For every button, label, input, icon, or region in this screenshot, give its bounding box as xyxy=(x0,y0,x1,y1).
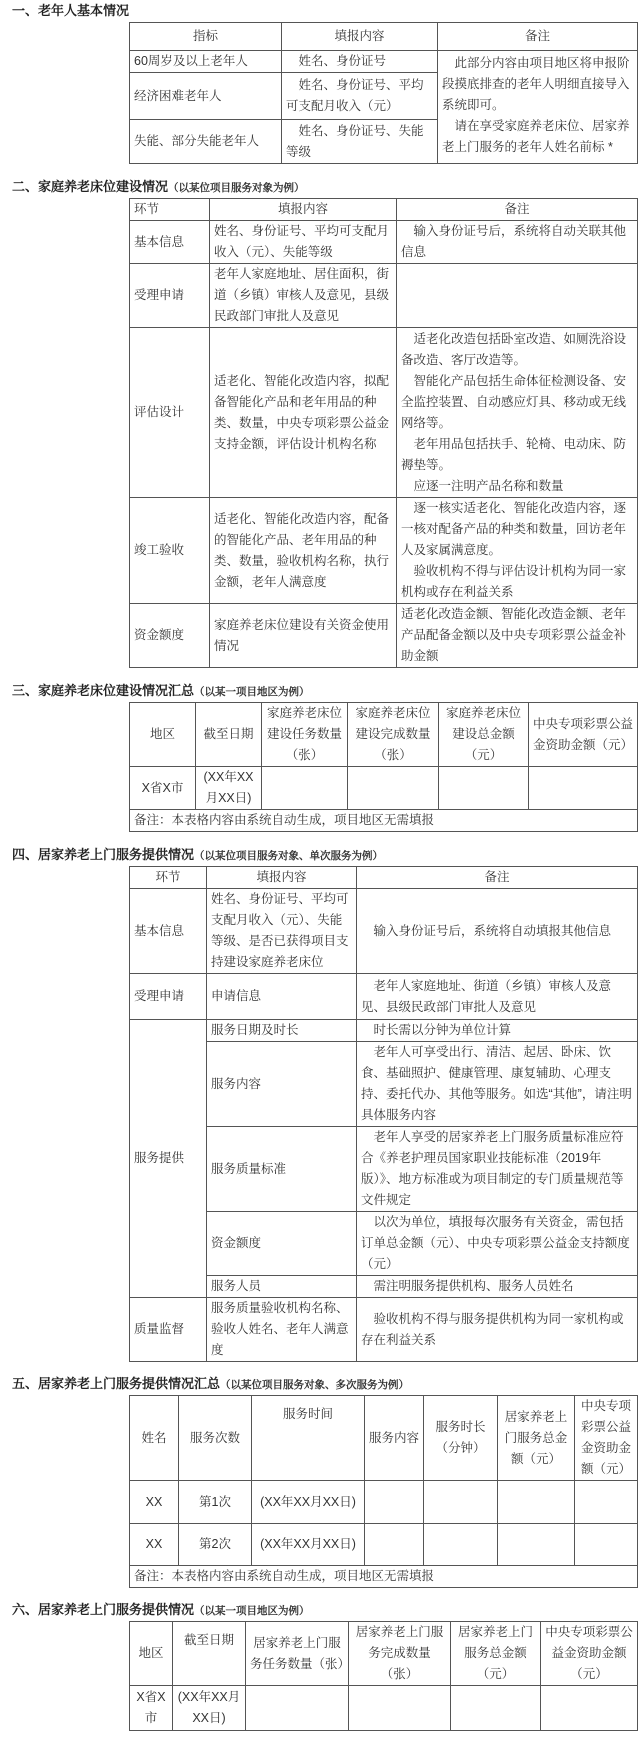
header-cell: 备注 xyxy=(357,867,638,889)
indicator-cell: 经济困难老年人 xyxy=(130,73,282,120)
section-title-text: 二、家庭养老床位建设情况 xyxy=(12,179,169,194)
section-subtitle: （以某一项目地区为例） xyxy=(194,686,310,698)
note-cell xyxy=(397,328,638,498)
table-home-service xyxy=(129,866,638,1362)
note-cell xyxy=(438,51,638,164)
stage-cell: 竣工验收 xyxy=(130,498,210,604)
content-cell: 姓名、身份证号 xyxy=(282,51,438,73)
content-cell: 服务质量标准 xyxy=(207,1127,357,1212)
section-2 xyxy=(0,164,640,668)
empty-cell xyxy=(424,1481,498,1524)
header-cell: 服务次数 xyxy=(179,1396,252,1481)
indicator-cell: 60周岁及以上老年人 xyxy=(130,51,282,73)
header-cell: 服务内容 xyxy=(365,1396,424,1481)
content-cell: 老年人家庭地址、居住面积，街道（乡镇）审核人及意见，县级民政部门审批人及意见 xyxy=(210,264,397,328)
table-row xyxy=(130,604,638,668)
table-row xyxy=(130,498,638,604)
note-paragraph: 此部分内容由项目地区将申报阶段摸底排查的老年人明细直接导入系统即可。 xyxy=(442,56,630,112)
section-6 xyxy=(0,1588,640,1743)
time-cell: (XX年XX月XX日) xyxy=(252,1524,365,1566)
header-cell: 居家养老上门服务总金额（元） xyxy=(498,1396,575,1481)
table-row xyxy=(130,1298,638,1362)
table-header-row xyxy=(130,199,638,221)
name-cell: XX xyxy=(130,1481,179,1524)
note-cell: 输入身份证号后，系统将自动填报其他信息 xyxy=(357,889,638,974)
table-home-bed-summary xyxy=(129,702,638,832)
table-row xyxy=(130,264,638,328)
section-4-title xyxy=(12,846,640,864)
note-paragraph: 输入身份证号后，系统将自动关联其他信息 xyxy=(401,224,627,259)
header-cell: 居家养老上门服务总金额（元） xyxy=(451,1622,541,1686)
table-header-row xyxy=(130,23,638,51)
header-cell: 填报内容 xyxy=(282,23,438,51)
header-cell: 地区 xyxy=(130,1622,173,1686)
table-home-service-region xyxy=(129,1621,638,1731)
note-paragraph: 适老化改造金额、智能化改造金额、老年产品配备金额以及中央专项彩票公益金补助金额 xyxy=(401,607,627,663)
empty-cell xyxy=(348,767,439,810)
header-cell: 中央专项彩票公益金资助金额（元） xyxy=(529,703,638,767)
stage-cell: 受理申请 xyxy=(130,264,210,328)
count-cell: 第2次 xyxy=(179,1524,252,1566)
section-subtitle: （以某位项目服务对象、单次服务为例） xyxy=(194,850,384,862)
stage-cell: 受理申请 xyxy=(130,974,207,1020)
note-cell xyxy=(397,498,638,604)
content-cell: 姓名、身份证号、失能等级 xyxy=(282,120,438,164)
region-cell: X省X市 xyxy=(130,767,196,810)
empty-cell xyxy=(541,1686,638,1731)
note-paragraph: 适老化改造包括卧室改造、如厕洗浴设备改造、客厅改造等。 xyxy=(401,331,627,367)
empty-cell xyxy=(439,767,529,810)
empty-cell xyxy=(262,767,348,810)
empty-cell xyxy=(349,1686,451,1731)
section-title-text: 三、家庭养老床位建设情况汇总 xyxy=(12,683,195,698)
header-cell: 家庭养老床位建设完成数量（张） xyxy=(348,703,439,767)
header-cell: 姓名 xyxy=(130,1396,179,1481)
section-subtitle: （以某一项目地区为例） xyxy=(194,1605,310,1617)
content-cell: 姓名、身份证号、平均可支配月收入（元）、失能等级 xyxy=(210,221,397,264)
table-row xyxy=(130,1481,638,1524)
note-cell: 老年人享受的居家养老上门服务质量标准应符合《养老护理员国家职业技能标准（2019年版）》、地方标准或为项目制定的专门质量规范等文件规定 xyxy=(357,1127,638,1212)
note-cell xyxy=(397,264,638,328)
name-cell: XX xyxy=(130,1524,179,1566)
content-cell: 适老化、智能化改造内容，配备的智能化产品、老年用品的种类、数量，验收机构名称，执行金额，老年人满意度 xyxy=(210,498,397,604)
header-cell: 环节 xyxy=(130,867,207,889)
note-cell: 验收机构不得与服务提供机构为同一家机构或存在利益关系 xyxy=(357,1298,638,1362)
empty-cell xyxy=(365,1481,424,1524)
section-title-text: 四、居家养老上门服务提供情况 xyxy=(12,847,195,862)
section-5-title xyxy=(12,1375,640,1393)
header-cell: 截至日期 xyxy=(173,1622,246,1686)
header-cell: 居家养老上门服务任务数量（张） xyxy=(246,1622,349,1686)
header-cell: 指标 xyxy=(130,23,282,51)
section-2-title xyxy=(12,178,640,196)
table-row xyxy=(130,1020,638,1042)
section-4 xyxy=(0,832,640,1362)
stage-cell: 质量监督 xyxy=(130,1298,207,1362)
section-6-title xyxy=(12,1601,640,1619)
header-cell: 居家养老上门服务完成数量（张） xyxy=(349,1622,451,1686)
table-elderly-basic-info xyxy=(129,22,638,164)
indicator-cell: 失能、部分失能老年人 xyxy=(130,120,282,164)
note-paragraph: 验收机构不得与评估设计机构为同一家机构或存在利益关系 xyxy=(401,564,627,599)
table-home-service-summary xyxy=(129,1395,638,1588)
section-3-title xyxy=(12,682,640,700)
count-cell: 第1次 xyxy=(179,1481,252,1524)
section-title-text: 五、居家养老上门服务提供情况汇总 xyxy=(12,1376,221,1391)
content-cell: 资金额度 xyxy=(207,1212,357,1276)
table-row xyxy=(130,974,638,1020)
table-row xyxy=(130,221,638,264)
empty-cell xyxy=(529,767,638,810)
stage-cell: 资金额度 xyxy=(130,604,210,668)
table-row xyxy=(130,1524,638,1566)
note-cell xyxy=(397,221,638,264)
date-cell: (XX年XX月XX日) xyxy=(196,767,262,810)
table-home-bed-construction xyxy=(129,198,638,668)
content-cell: 适老化、智能化改造内容，拟配备智能化产品和老年用品的种类、数量，中央专项彩票公益金支持金额，评估设计机构名称 xyxy=(210,328,397,498)
empty-cell xyxy=(498,1481,575,1524)
note-cell: 以次为单位，填报每次服务有关资金，需包括订单总金额（元）、中央专项彩票公益金支持额度（元） xyxy=(357,1212,638,1276)
header-cell: 填报内容 xyxy=(210,199,397,221)
stage-cell: 服务提供 xyxy=(130,1020,207,1298)
note-paragraph: 请在享受家庭养老床位、居家养老上门服务的老年人姓名前标 * xyxy=(442,119,630,154)
section-5 xyxy=(0,1362,640,1588)
header-cell: 中央专项彩票公益金资助金额（元） xyxy=(575,1396,638,1481)
table-row xyxy=(130,328,638,498)
header-cell: 家庭养老床位建设总金额（元） xyxy=(439,703,529,767)
table-note-row xyxy=(130,810,638,832)
section-subtitle: （以某位项目服务对象为例） xyxy=(168,182,305,194)
header-cell: 截至日期 xyxy=(196,703,262,767)
content-cell: 服务质量验收机构名称、验收人姓名、老年人满意度 xyxy=(207,1298,357,1362)
table-note: 备注：本表格内容由系统自动生成，项目地区无需填报 xyxy=(130,810,638,832)
section-subtitle: （以某位项目服务对象、多次服务为例） xyxy=(220,1379,410,1391)
section-title-text: 六、居家养老上门服务提供情况 xyxy=(12,1602,195,1617)
note-cell: 需注明服务提供机构、服务人员姓名 xyxy=(357,1276,638,1298)
table-row xyxy=(130,1686,638,1731)
empty-cell xyxy=(424,1524,498,1566)
empty-cell xyxy=(451,1686,541,1731)
table-header-row xyxy=(130,1396,638,1481)
table-header-row xyxy=(130,867,638,889)
stage-cell: 基本信息 xyxy=(130,221,210,264)
table-row xyxy=(130,889,638,974)
header-cell: 地区 xyxy=(130,703,196,767)
content-cell: 服务日期及时长 xyxy=(207,1020,357,1042)
empty-cell xyxy=(498,1524,575,1566)
note-paragraph: 应逐一注明产品名称和数量 xyxy=(413,478,564,493)
empty-cell xyxy=(365,1524,424,1566)
header-cell: 服务时长（分钟） xyxy=(424,1396,498,1481)
note-cell: 老年人家庭地址、街道（乡镇）审核人及意见、县级民政部门审批人及意见 xyxy=(357,974,638,1020)
table-row xyxy=(130,767,638,810)
note-paragraph: 逐一核实适老化、智能化改造内容，逐一核对配备产品的种类和数量，回访老年人及家属满意度。 xyxy=(401,501,627,557)
table-note-row xyxy=(130,1566,638,1588)
content-cell: 家庭养老床位建设有关资金使用情况 xyxy=(210,604,397,668)
header-cell: 服务时间 xyxy=(252,1396,365,1481)
table-header-row xyxy=(130,703,638,767)
content-cell: 姓名、身份证号、平均可支配月收入（元）、失能等级、是否已获得项目支持建设家庭养老床位 xyxy=(207,889,357,974)
table-note: 备注：本表格内容由系统自动生成，项目地区无需填报 xyxy=(130,1566,638,1588)
date-cell: (XX年XX月XX日) xyxy=(173,1686,246,1731)
stage-cell: 基本信息 xyxy=(130,889,207,974)
note-paragraph: 老年用品包括扶手、轮椅、电动床、防褥垫等。 xyxy=(401,436,627,472)
stage-cell: 评估设计 xyxy=(130,328,210,498)
note-cell: 老年人可享受出行、清洁、起居、卧床、饮食、基础照护、健康管理、康复辅助、心理支持、委托代办、其他等服务。如选“其他”，请注明具体服务内容 xyxy=(357,1042,638,1127)
section-title-text: 一、老年人基本情况 xyxy=(12,3,130,18)
table-row xyxy=(130,1127,638,1212)
header-cell: 备注 xyxy=(438,23,638,51)
note-paragraph: 智能化产品包括生命体征检测设备、安全监控装置、自动感应灯具、移动或无线网络等。 xyxy=(401,373,627,430)
section-1-title xyxy=(12,2,640,20)
table-row xyxy=(130,51,638,73)
header-cell: 中央专项彩票公益金资助金额（元） xyxy=(541,1622,638,1686)
empty-cell xyxy=(575,1481,638,1524)
section-1 xyxy=(0,0,640,164)
header-cell: 环节 xyxy=(130,199,210,221)
content-cell: 姓名、身份证号、平均可支配月收入（元） xyxy=(282,73,438,120)
note-cell: 时长需以分钟为单位计算 xyxy=(357,1020,638,1042)
header-cell: 家庭养老床位建设任务数量（张） xyxy=(262,703,348,767)
note-cell xyxy=(397,604,638,668)
header-cell: 备注 xyxy=(397,199,638,221)
header-cell: 填报内容 xyxy=(207,867,357,889)
empty-cell xyxy=(246,1686,349,1731)
time-cell: (XX年XX月XX日) xyxy=(252,1481,365,1524)
content-cell: 服务内容 xyxy=(207,1042,357,1127)
table-header-row xyxy=(130,1622,638,1686)
region-cell: X省X市 xyxy=(130,1686,173,1731)
content-cell: 申请信息 xyxy=(207,974,357,1020)
empty-cell xyxy=(575,1524,638,1566)
content-cell: 服务人员 xyxy=(207,1276,357,1298)
section-3 xyxy=(0,668,640,832)
table-row xyxy=(130,1042,638,1127)
table-row xyxy=(130,1212,638,1276)
table-row xyxy=(130,1276,638,1298)
